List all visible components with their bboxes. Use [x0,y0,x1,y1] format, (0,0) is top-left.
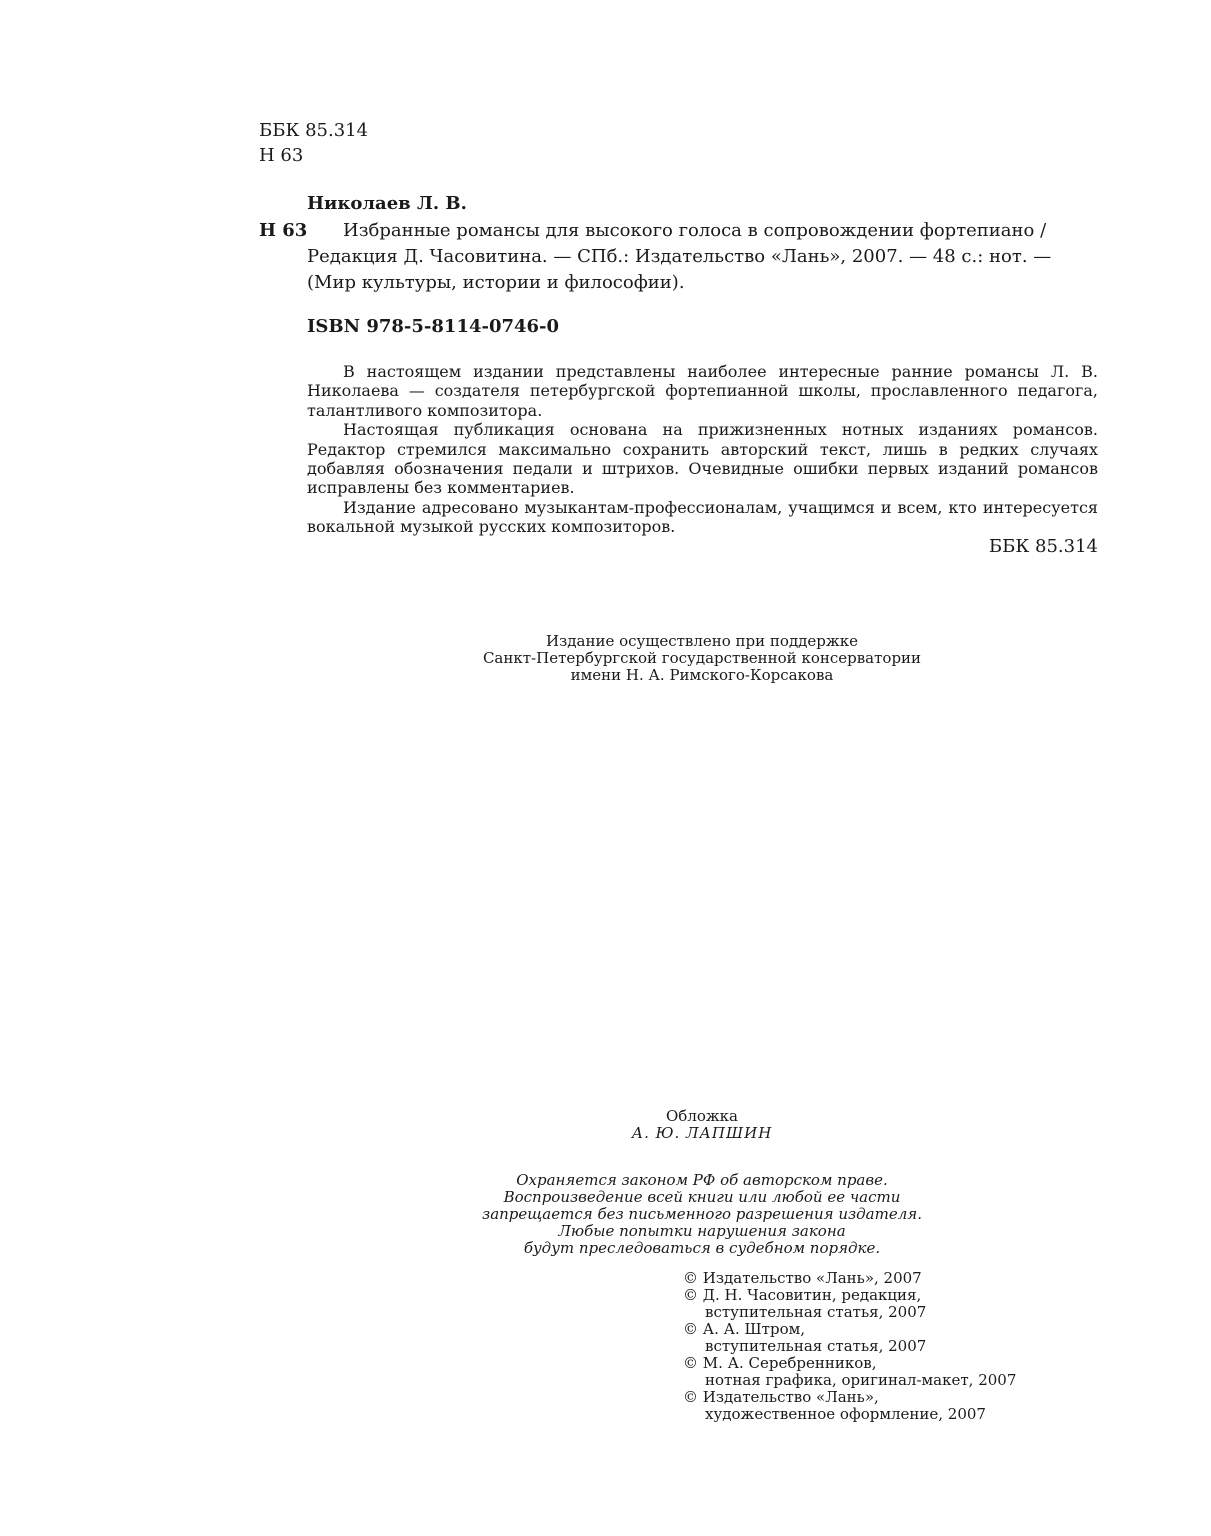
copyright-line: вступительная статья, 2007 [705,1303,927,1321]
entry-title-line: Избранные романсы для высокого голоса в сопровождении фортепиано / [343,220,1047,241]
isbn: ISBN 978-5-8114-0746-0 [307,316,560,337]
copyright-line: © Д. Н. Часовитин, редакция, [683,1286,922,1304]
legal-line: Воспроизведение всей книги или любой ее части [503,1188,901,1206]
cover-credit [0,1108,1211,1142]
bibliographic-entry [307,218,1051,296]
legal-line: будут преследоваться в судебном порядке. [523,1239,881,1257]
support-note [0,633,1211,684]
copyright-list [683,1270,1016,1423]
legal-line: Охраняется законом РФ об авторском праве. [516,1171,888,1189]
bbk-code: ББК 85.314 [259,120,369,141]
support-line: Издание осуществлено при поддержке [546,632,858,650]
annotation-paragraph: В настоящем издании представлены наиболее интересные ранние романсы Л. В. Николаева — создателя петербургской фортепианной школы, прославленного педагога, талантливого композитора. [307,362,1098,420]
copyright-line: © М. А. Серебренников, [683,1354,877,1372]
copyright-line: © Издательство «Лань», 2007 [683,1269,922,1287]
cover-artist: А. Ю. ЛАПШИН [631,1124,773,1142]
annotation-paragraph: Издание адресовано музыкантам-профессионалам, учащимся и всем, кто интересуется вокальной музыкой русских композиторов. [307,497,1098,537]
annotation-bbk: ББК 85.314 [988,536,1098,557]
copyright-line: © Издательство «Лань», [683,1388,879,1406]
copyright-notice [0,1172,1211,1257]
copyright-line: художественное оформление, 2007 [705,1405,986,1423]
support-line: Санкт-Петербургской государственной консерватории [482,649,922,667]
author-mark: Н 63 [259,145,304,166]
legal-line: запрещается без письменного разрешения издателя. [482,1205,922,1223]
entry-author-mark: Н 63 [259,220,308,241]
entry-publisher-line: Редакция Д. Часовитина. — СПб.: Издательство «Лань», 2007. — 48 с.: нот. — [307,246,1052,267]
support-line: имени Н. А. Римского-Корсакова [570,666,834,684]
legal-line: Любые попытки нарушения закона [558,1222,846,1240]
copyright-line: © А. А. Штром, [683,1320,806,1338]
annotation-paragraph: Настоящая публикация основана на прижизненных нотных изданиях романсов. Редактор стремился максимально сохранить авторский текст, лишь в редких случаях добавляя обозначения педали и штрихов. Очевидные ошибки первых изданий романсов исправлены без комментариев. [307,420,1098,498]
copyright-line: нотная графика, оригинал-макет, 2007 [705,1371,1017,1389]
copyright-line: вступительная статья, 2007 [705,1337,927,1355]
bbk-header [259,118,368,168]
author-name: Николаев Л. В. [307,193,467,214]
annotation [307,362,1098,537]
cover-label: Обложка [665,1107,738,1125]
entry-series-line: (Мир культуры, истории и философии). [307,272,685,293]
